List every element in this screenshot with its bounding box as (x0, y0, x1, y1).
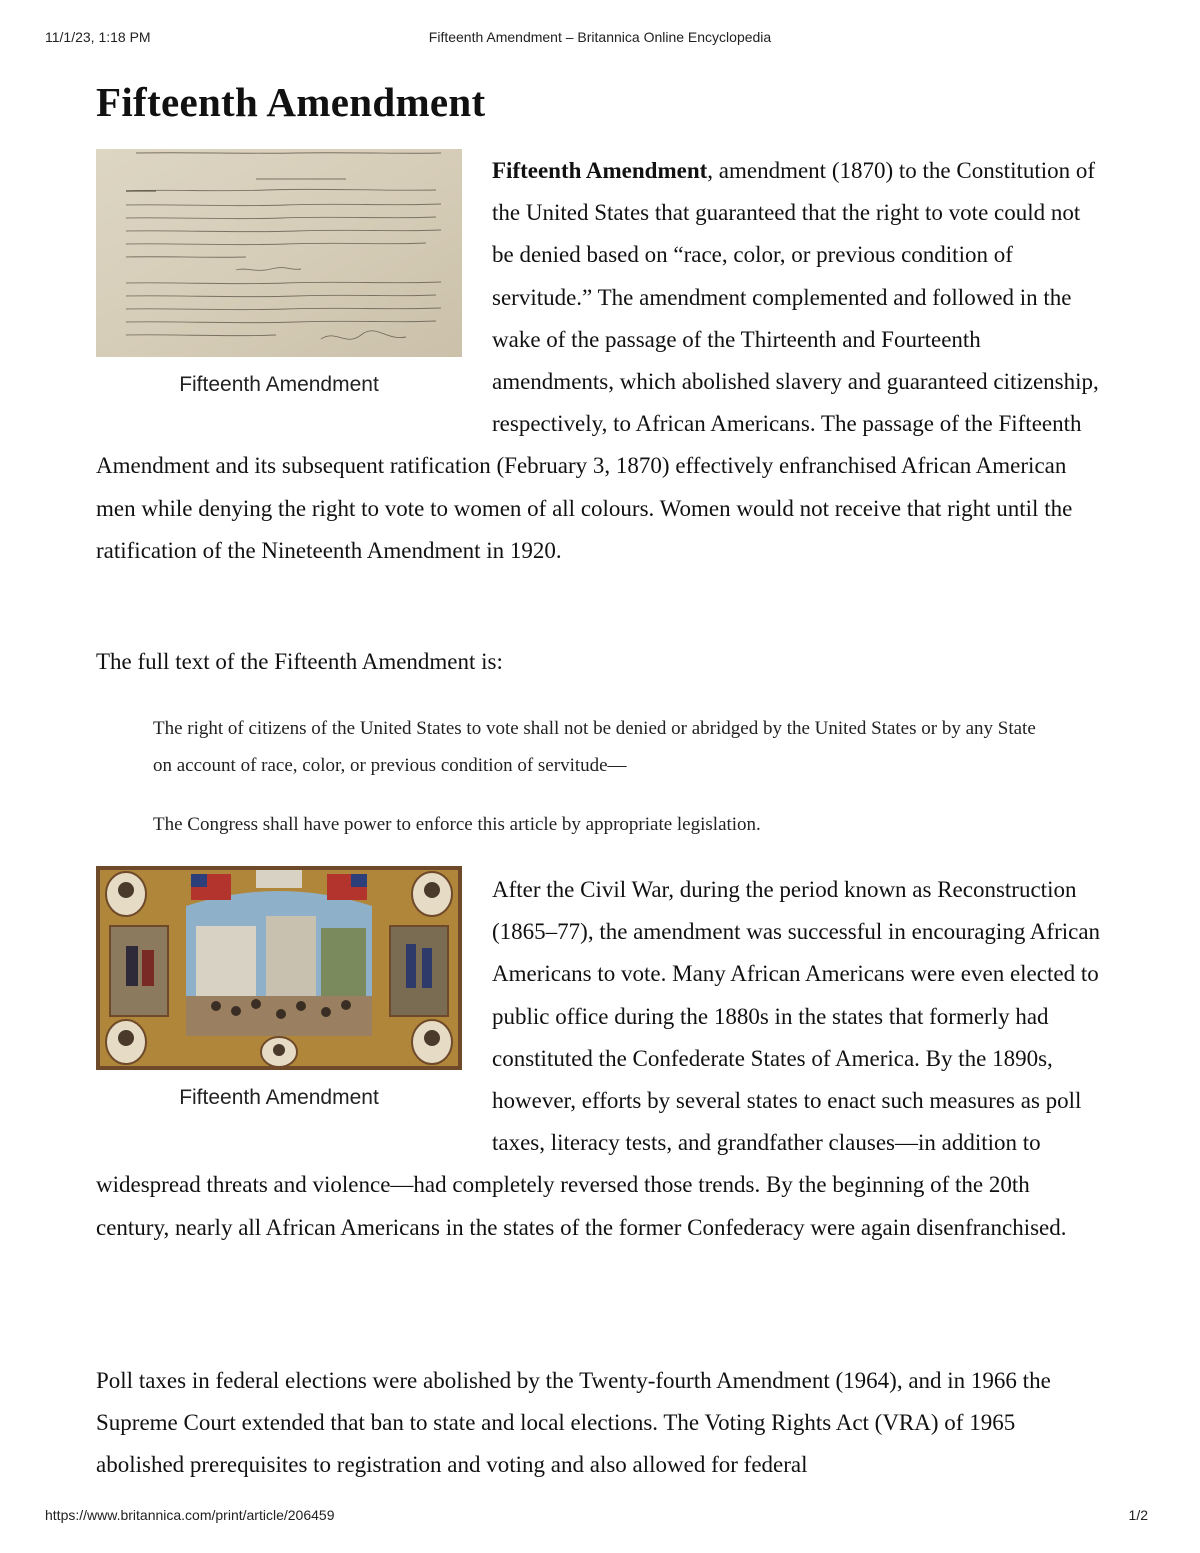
full-text-intro: The full text of the Fifteenth Amendment is: (96, 649, 503, 674)
figure-caption: Fifteenth Amendment (179, 373, 379, 396)
page-number: 1/2 (1128, 1507, 1148, 1523)
print-footer (0, 1507, 1200, 1527)
intro-text: , amendment (1870) to the Constitution of the United States that guaranteed that the right to vote could not be denied based on “race, color, or previous condition of servitude.” The amendment complemented and followed in the wake of the passage of the Thirteenth and Fourteenth amendments, which abolished slavery and guaranteed citizenship, respectively, to African Americans. The passage of the Fifteenth Amendment and its subsequent ratification (February 3, 1870) effectively enfranchised African American men while denying the right to vote to women of all colours. Women would not receive that right until the ratification of the Nineteenth Amendment in 1920. (96, 158, 1099, 563)
intro-lead-term: Fifteenth Amendment (492, 158, 708, 183)
print-datetime: 11/1/23, 1:18 PM (45, 29, 151, 45)
reconstruction-paragraph (96, 869, 1106, 1249)
intro-paragraph (96, 150, 1106, 572)
float-spacer (96, 150, 492, 445)
article-title: Fifteenth Amendment (96, 79, 486, 125)
reconstruction-text: After the Civil War, during the period known as Reconstruction (1865–77), the amendment was successful in encouraging African Americans to vote. Many African Americans were even elected to public office during the 1880s in the states that formerly had constituted the Confederate States of America. By the 1890s, however, efforts by several states to enact such measures as poll taxes, literacy tests, and grandfather clauses—in addition to widespread threats and violence—had completely reversed those trends. By the beginning of the 20th century, nearly all African Americans in the states of the former Confederacy were again disenfranchised. (96, 877, 1101, 1240)
poll-taxes-paragraph: Poll taxes in federal elections were abolished by the Twenty-fourth Amendment (1964), and in 1966 the Supreme Court extended that ban to state and local elections. The Voting Rights Act (VRA) of 1965 abolished prerequisites to registration and voting and also allowed for federal (96, 1368, 1051, 1478)
print-header (0, 29, 1200, 49)
amendment-section-1-quote: The right of citizens of the United States to vote shall not be denied or abridged by the United States or by any State on account of race, color, or previous condition of servitude— (153, 718, 1036, 776)
source-url: https://www.britannica.com/print/article/206459 (45, 1507, 335, 1523)
amendment-section-2-quote: The Congress shall have power to enforce this article by appropriate legislation. (153, 814, 761, 835)
float-spacer (96, 869, 492, 1161)
figure-caption: Fifteenth Amendment (179, 1086, 379, 1109)
print-page-title: Fifteenth Amendment – Britannica Online Encyclopedia (428, 29, 772, 45)
